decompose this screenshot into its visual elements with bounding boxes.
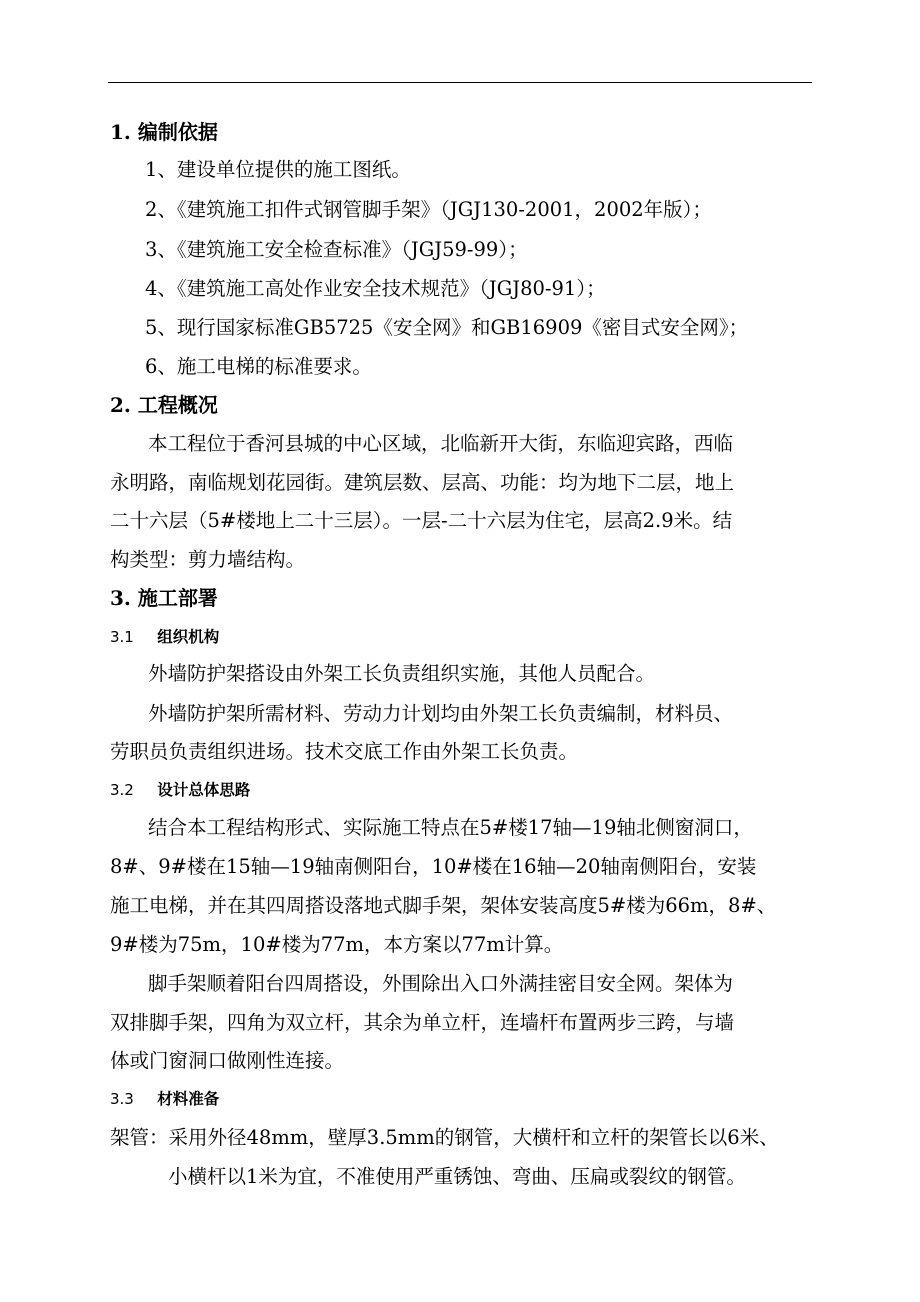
subsection-3-1-para2-line-2: 劳职员负责组织进场。技术交底工作由外架工长负责。 <box>110 740 579 763</box>
subsection-3-2-para2-line-3: 体或门窗洞口做刚性连接。 <box>110 1049 345 1072</box>
subsection-3-3-heading <box>110 1085 219 1113</box>
subsection-3-1-para2-line-1: 外墙防护架所需材料、劳动力计划均由外架工长负责编制，材料员、 <box>148 702 734 725</box>
section2-para-line-3: 二十六层（5#楼地上二十三层）。一层-二十六层为住宅，层高2.9米。结 <box>110 509 733 532</box>
section2-para-line-1: 本工程位于香河县城的中心区域，北临新开大街，东临迎宾路，西临 <box>148 432 734 455</box>
header-rule <box>108 82 812 83</box>
subsection-3-2-heading <box>110 776 250 804</box>
subsection-3-2-para1-line-3: 施工电梯，并在其四周搭设落地式脚手架，架体安装高度5#楼为66m，8#、 <box>110 894 777 917</box>
subsection-3-1-title: 组织机构 <box>157 628 220 646</box>
subsection-3-3-number: 3.3 <box>110 1090 134 1108</box>
section1-heading: 1. 编制依据 <box>110 120 218 144</box>
subsection-3-2-para2-line-2: 双排脚手架，四角为双立杆，其余为单立杆，连墙杆布置两步三跨，与墙 <box>110 1011 735 1034</box>
subsection-3-3-title: 材料准备 <box>157 1090 220 1108</box>
section3-heading: 3. 施工部署 <box>110 586 218 610</box>
section1-item-1: 1、建设单位提供的施工图纸。 <box>145 158 411 181</box>
section1-item-5: 5、现行国家标准GB5725《安全网》和GB16909《密目式安全网》； <box>145 316 749 339</box>
subsection-3-1-number: 3.1 <box>110 628 134 646</box>
section2-heading: 2. 工程概况 <box>110 393 218 417</box>
section2-para-line-2: 永明路，南临规划花园街。建筑层数、层高、功能：均为地下二层，地上 <box>110 471 735 494</box>
section1-item-4: 4、《建筑施工高处作业安全技术规范》（JGJ80-91）； <box>145 277 606 300</box>
section1-item-6: 6、施工电梯的标准要求。 <box>145 355 372 378</box>
subsection-3-1-para1-line-1: 外墙防护架搭设由外架工长负责组织实施，其他人员配合。 <box>148 662 656 685</box>
subsection-3-3-para1-line-1: 架管：采用外径48mm，壁厚3.5mm的钢管，大横杆和立杆的架管长以6米、 <box>110 1126 779 1149</box>
section1-item-2: 2、《建筑施工扣件式钢管脚手架》（JGJ130-2001，2002年版）； <box>145 198 712 221</box>
section1-item-3: 3、《建筑施工安全检查标准》（JGJ59-99）； <box>145 238 528 261</box>
subsection-3-1-heading <box>110 623 219 651</box>
subsection-3-3-para1-line-2: 小横杆以1米为宜，不准使用严重锈蚀、弯曲、压扁或裂纹的钢管。 <box>168 1165 746 1188</box>
subsection-3-2-para2-line-1: 脚手架顺着阳台四周搭设，外围除出入口外满挂密目安全网。架体为 <box>148 972 734 995</box>
subsection-3-2-number: 3.2 <box>110 781 134 799</box>
section2-para-line-4: 构类型：剪力墙结构。 <box>110 548 306 571</box>
subsection-3-2-para1-line-1: 结合本工程结构形式、实际施工特点在5#楼17轴—19轴北侧窗洞口， <box>148 816 753 839</box>
subsection-3-2-para1-line-2: 8#、9#楼在15轴—19轴南侧阳台，10#楼在16轴—20轴南侧阳台，安装 <box>110 855 757 878</box>
subsection-3-2-title: 设计总体思路 <box>157 781 251 799</box>
subsection-3-2-para1-line-4: 9#楼为75m，10#楼为77m，本方案以77m计算。 <box>110 933 564 956</box>
